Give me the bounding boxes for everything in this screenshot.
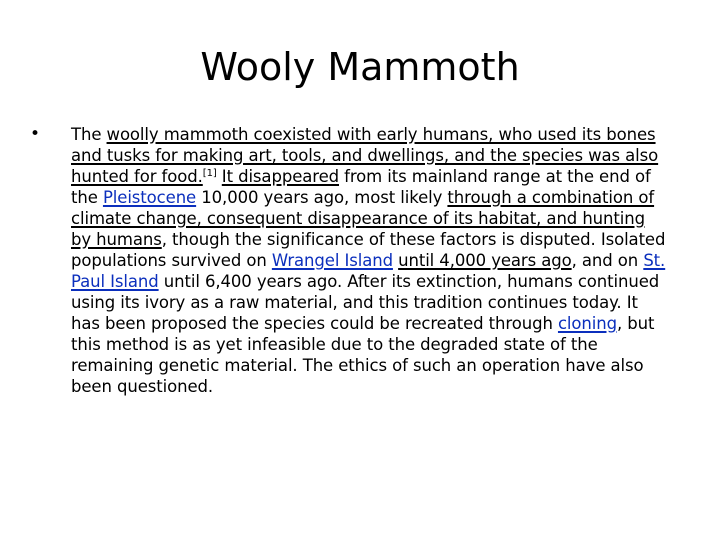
text-run: 10,000 years ago, most likely [196, 188, 448, 207]
link-pleistocene[interactable]: Pleistocene [102, 188, 197, 207]
body-paragraph [71, 124, 669, 397]
link-combination-of-causes[interactable]: through a combination of climate change, consequent disappearance of its habitat, and hunting by humans [71, 188, 655, 249]
link-until-4000-years-ago[interactable]: until 4,000 years ago [398, 251, 572, 270]
bullet-marker: • [30, 124, 41, 144]
text-run: from its mainland range at the end of the [71, 167, 651, 207]
text-run: , and on [571, 251, 644, 270]
link-st-paul-island[interactable]: St. Paul Island [71, 251, 666, 291]
text-run: The [71, 125, 107, 144]
slide-title: Wooly Mammoth [200, 45, 520, 89]
citation-1[interactable]: [1] [202, 168, 217, 179]
text-run: , though the significance of these factors is disputed. Isolated populations survived on [71, 230, 666, 270]
link-cloning[interactable]: cloning [557, 314, 617, 333]
text-run: , but this method is as yet infeasible due to the degraded state of the remaining genetic material. The ethics of such an operation have also been questioned. [71, 314, 655, 396]
link-it-disappeared[interactable]: It disappeared [221, 167, 339, 186]
link-wrangel-island[interactable]: Wrangel Island [271, 251, 393, 270]
text-run: until 6,400 years ago. After its extinction, humans continued using its ivory as a raw material, and this tradition continues today. It has been proposed the species could be recreated through [71, 272, 660, 333]
link-woolly-mammoth-coexisted[interactable]: woolly mammoth coexisted with early humans, who used its bones and tusks for making art, tools, and dwellings, and the species was also hunted for food. [71, 125, 659, 186]
